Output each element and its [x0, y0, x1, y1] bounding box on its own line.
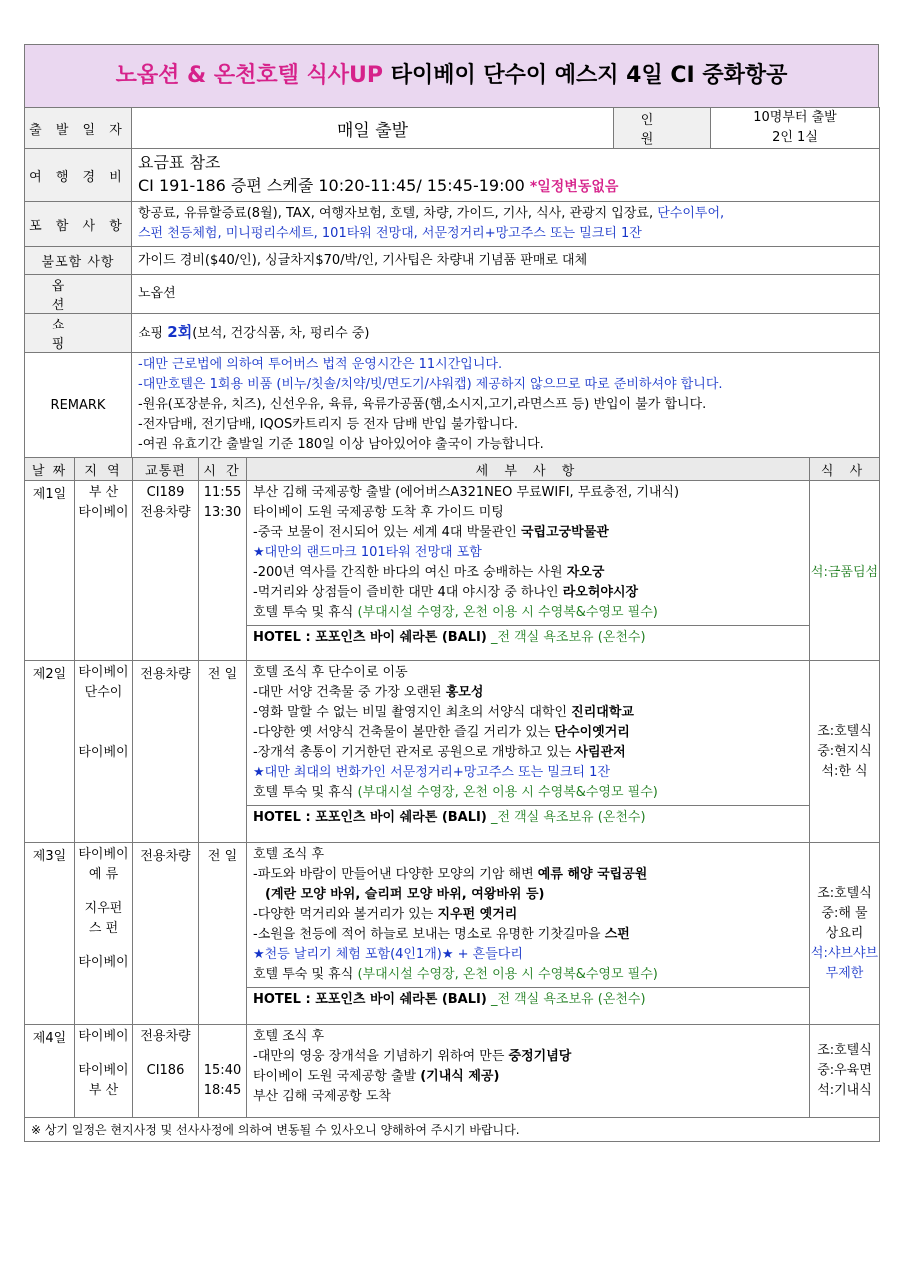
- d3-hotel-name: HOTEL : 포포인츠 바이 쉐라톤 (BALI): [253, 992, 487, 1007]
- d4-l3a: 타이베이 도원 국제공항 출발: [253, 1069, 417, 1084]
- day-1-meals: 석:금품딤섬: [810, 481, 880, 661]
- day-3-hotel: [247, 987, 809, 1012]
- d1-l3b: 국립고궁박물관: [520, 525, 609, 540]
- departure-label: 출 발 일 자: [25, 108, 132, 149]
- d3-l5b: 스펀: [604, 927, 630, 942]
- day-3-region-5: 타이베이: [78, 955, 129, 970]
- day-2-region-2: 단수이: [84, 685, 123, 700]
- d2-l4b: 단수이옛거리: [554, 725, 630, 740]
- day-1-row: [25, 481, 880, 661]
- d1-l5a: -200년 역사를 간직한 바다의 여신 마조 숭배하는 사원: [253, 565, 563, 580]
- remark-2: -대만호텔은 1회용 비품 (비누/칫솔/치약/빗/면도기/샤워캡) 제공하지 않으므로 따로 준비하셔야 합니다.: [138, 377, 723, 392]
- d1-l1b: (에어버스A321NEO 무료WIFI, 무료충전, 기내식): [395, 485, 680, 500]
- day-3-region-3: 지우펀: [84, 901, 123, 916]
- day-2-region: [75, 661, 133, 843]
- remark-list: [132, 353, 880, 458]
- itinerary-document: [24, 44, 879, 1142]
- remark-1: -대만 근로법에 의하여 투어버스 법적 운영시간은 11시간입니다.: [138, 357, 503, 372]
- day-2-line-3: [253, 703, 803, 723]
- day-2-breakfast: 조:호텔식: [817, 723, 872, 739]
- remark-label: REMARK: [25, 353, 132, 458]
- d3-l5a: -소원을 천등에 적어 하늘로 보내는 명소로 유명한 기찻길마을: [253, 927, 601, 942]
- schedule-header: [25, 458, 880, 481]
- d4-l2a: -대만의 영웅 장개석을 기념하기 위하여 만든: [253, 1049, 505, 1064]
- d3-l4a: -다양한 먹거리와 볼거리가 있는: [253, 907, 434, 922]
- d2-l7b: (부대시설 수영장, 온천 이용 시 수영복&수영모 필수): [357, 785, 658, 800]
- option-value: 노옵션: [132, 275, 880, 314]
- included-value: [132, 202, 880, 247]
- footer-row: [25, 1118, 880, 1142]
- day-2-line-1: 호텔 조식 후 단수이로 이동: [253, 665, 408, 680]
- d1-l6a: -먹거리와 상점들이 즐비한 대만 4대 야시장 중 하나인: [253, 585, 559, 600]
- day-4-region-2: 타이베이: [78, 1063, 129, 1078]
- day-2-line-2: [253, 683, 803, 703]
- people-min: 10명부터 출발: [753, 110, 837, 125]
- day-3-dinner-2: 무제한: [825, 965, 864, 981]
- d2-l5a: -장개석 총통이 기거한던 관저로 공원으로 개방하고 있는: [253, 745, 572, 760]
- d3-hotel-note: _전 객실 욕조보유 (온천수): [490, 992, 646, 1007]
- excluded-value: 가이드 경비($40/인), 싱글차지$70/박/인, 기사팁은 차량내 기념품 판매로 대체: [132, 247, 880, 275]
- flight-schedule: CI 191-186 증편 스케줄 10:20-11:45/ 15:45-19:00: [138, 176, 525, 195]
- departure-row: [25, 108, 880, 149]
- day-2-region-3: 타이베이: [78, 745, 129, 760]
- day-2-line-4: [253, 723, 803, 743]
- day-3-line-3: (계란 모양 바위, 슬리퍼 모양 바위, 여왕바위 등): [265, 887, 545, 902]
- included-label: 포 함 사 항: [25, 202, 132, 247]
- day-3-region: [75, 843, 133, 1025]
- day-4-vehicle: 전용차량: [140, 1029, 191, 1044]
- day-2-line-7: [253, 783, 803, 803]
- cost-value: [132, 149, 880, 202]
- d1-l7a: 호텔 투숙 및 휴식: [253, 605, 354, 620]
- day-2-dinner: 석:한 식: [821, 763, 868, 779]
- day-1-line-3: [253, 523, 803, 543]
- day-4-region: [75, 1025, 133, 1118]
- day-3-lunch-2: 상요리: [825, 925, 864, 941]
- people-label: 인 원: [614, 108, 711, 149]
- d2-l3b: 진리대학교: [571, 705, 634, 720]
- day-4-line-3: [253, 1067, 803, 1087]
- day-4-flight: CI186: [146, 1063, 185, 1078]
- d1-l7b: (부대시설 수영장, 온천 이용 시 수영복&수영모 필수): [357, 605, 658, 620]
- day-1-vehicle: 전용차량: [140, 505, 191, 520]
- day-3-line-4: [253, 905, 803, 925]
- day-4-time: [199, 1025, 247, 1118]
- footer-note: ※ 상기 일정은 현지사정 및 선사사정에 의하여 변동될 수 있사오니 양해하여 주시기 바랍니다.: [25, 1118, 880, 1142]
- day-2-label: 제2일: [25, 661, 75, 843]
- header-region: 지 역: [75, 458, 133, 481]
- d3-l2a: -파도와 바람이 만들어낸 다양한 모양의 기암 해변: [253, 867, 534, 882]
- day-1-line-7: [253, 603, 803, 623]
- day-2-lunch: 중:현지식: [817, 743, 872, 759]
- shopping-value: [132, 314, 880, 353]
- day-1-line-6: [253, 583, 803, 603]
- d1-l5b: 자오궁: [566, 565, 605, 580]
- day-3-row: [25, 843, 880, 1025]
- d2-l7a: 호텔 투숙 및 휴식: [253, 785, 354, 800]
- day-4-depart-time: 15:40: [203, 1063, 242, 1078]
- shopping-row: [25, 314, 880, 353]
- day-1-line-5: [253, 563, 803, 583]
- day-1-detail: [247, 481, 810, 661]
- day-2-line-6: ★대만 최대의 번화가인 서문정거리+망고주스 또는 밀크티 1잔: [253, 765, 611, 780]
- day-2-line-5: [253, 743, 803, 763]
- d1-l3a: -중국 보물이 전시되어 있는 세계 4대 박물관인: [253, 525, 517, 540]
- d1-l6b: 라오허야시장: [562, 585, 639, 600]
- cost-line1: 요금표 참조: [138, 153, 221, 172]
- day-4-line-1: 호텔 조식 후: [253, 1029, 325, 1044]
- shopping-prefix: 쇼핑: [138, 326, 164, 341]
- day-4-detail: [247, 1025, 810, 1118]
- day-3-line-6: ★천등 날리기 체험 포함(4인1개)★ + 흔들다리: [253, 947, 523, 962]
- day-3-transport: 전용차량: [133, 843, 199, 1025]
- cost-line2: [138, 174, 873, 199]
- header-meal: 식 사: [810, 458, 880, 481]
- day-4-label: 제4일: [25, 1025, 75, 1118]
- included-highlight: 단수이투어,: [657, 206, 725, 221]
- info-table: [24, 107, 880, 458]
- day-2-transport: 전용차량: [133, 661, 199, 843]
- d1-hotel-note: _전 객실 욕조보유 (온천수): [490, 630, 646, 645]
- day-1-region-2: 타이베이: [78, 505, 129, 520]
- d1-l1a: 부산 김해 국제공항 출발: [253, 485, 391, 500]
- day-1-label: 제1일: [25, 481, 75, 661]
- day-3-region-4: 스 펀: [88, 921, 119, 936]
- day-1-line-4: ★대만의 랜드마크 101타워 전망대 포함: [253, 545, 482, 560]
- remark-row: [25, 353, 880, 458]
- day-3-line-2: [253, 865, 803, 885]
- remark-4: -전자담배, 전기담배, IQOS카트리지 등 전자 담배 반입 불가합니다.: [138, 417, 518, 432]
- day-4-region-3: 부 산: [88, 1083, 119, 1098]
- day-1-region: [75, 481, 133, 661]
- day-1-line-2: 타이베이 도원 국제공항 도착 후 가이드 미팅: [253, 505, 504, 520]
- day-2-detail: [247, 661, 810, 843]
- header-detail: 세 부 사 항: [247, 458, 810, 481]
- shopping-count: 2회: [167, 323, 193, 341]
- included-line1: [138, 204, 873, 224]
- day-3-line-5: [253, 925, 803, 945]
- day-3-line-7: [253, 965, 803, 985]
- people-value: [711, 108, 880, 149]
- d3-l7a: 호텔 투숙 및 휴식: [253, 967, 354, 982]
- d3-l4b: 지우펀 옛거리: [437, 907, 518, 922]
- header-transport: 교통편: [133, 458, 199, 481]
- day-1-time: [199, 481, 247, 661]
- day-4-region-1: 타이베이: [78, 1029, 129, 1044]
- excluded-row: [25, 247, 880, 275]
- room-share: 2인 1실: [772, 130, 818, 145]
- day-1-line-1: [253, 483, 803, 503]
- d2-l5b: 사림관저: [575, 745, 626, 760]
- page-title: [24, 44, 879, 108]
- remark-5: -여권 유효기간 출발일 기준 180일 이상 남아있어야 출국이 가능합니다.: [138, 437, 544, 452]
- day-4-meals: [810, 1025, 880, 1118]
- header-day: 날 짜: [25, 458, 75, 481]
- shopping-label: 쇼 핑: [25, 314, 132, 353]
- day-4-row: [25, 1025, 880, 1118]
- included-row: [25, 202, 880, 247]
- day-4-line-4: 부산 김해 국제공항 도착: [253, 1089, 391, 1104]
- shopping-items: (보석, 건강식품, 차, 펑리수 중): [192, 326, 370, 341]
- day-1-arrive-time: 13:30: [203, 505, 242, 520]
- day-3-meals: [810, 843, 880, 1025]
- title-highlight: 노옵션 & 온천호텔 식사UP: [115, 63, 384, 88]
- cost-label: 여 행 경 비: [25, 149, 132, 202]
- day-2-hotel: [247, 805, 809, 830]
- d3-l7b: (부대시설 수영장, 온천 이용 시 수영복&수영모 필수): [357, 967, 658, 982]
- schedule-table: [24, 457, 880, 1142]
- d1-hotel-name: HOTEL : 포포인츠 바이 쉐라톤 (BALI): [253, 630, 487, 645]
- d2-l3a: -영화 말할 수 없는 비밀 촬영지인 최초의 서양식 대학인: [253, 705, 568, 720]
- day-1-flight: CI189: [146, 485, 185, 500]
- day-4-breakfast: 조:호텔식: [817, 1043, 872, 1058]
- departure-value: 매일 출발: [132, 108, 614, 149]
- d2-l2a: -대만 서양 건축물 중 가장 오랜된: [253, 685, 442, 700]
- day-3-region-1: 타이베이: [78, 847, 129, 862]
- option-label: 옵 션: [25, 275, 132, 314]
- option-row: [25, 275, 880, 314]
- day-2-meals: [810, 661, 880, 843]
- d2-hotel-name: HOTEL : 포포인츠 바이 쉐라톤 (BALI): [253, 810, 487, 825]
- header-time: 시 간: [199, 458, 247, 481]
- day-3-detail: [247, 843, 810, 1025]
- d4-l3b: (기내식 제공): [420, 1069, 500, 1084]
- d2-l4a: -다양한 옛 서양식 건축물이 볼만한 즐길 거리가 있는: [253, 725, 551, 740]
- day-4-dinner: 석:기내식: [817, 1083, 872, 1098]
- day-1-hotel: [247, 625, 809, 650]
- d3-l2b: 예류 해양 국립공원: [537, 867, 648, 882]
- title-main: 타이베이 단수이 예스지 4일 CI 중화항공: [390, 63, 788, 88]
- remark-3: -원유(포장분유, 치즈), 신선우유, 육류, 육류가공품(햄,소시지,고기,라면스프 등) 반입이 불가 합니다.: [138, 397, 707, 412]
- day-3-lunch: 중:해 물: [821, 905, 868, 921]
- day-3-region-2: 예 류: [88, 867, 119, 882]
- day-2-time: 전 일: [199, 661, 247, 843]
- included-items: 항공료, 유류할증료(8월), TAX, 여행자보험, 호텔, 차량, 가이드, 기사, 식사, 관광지 입장료,: [138, 206, 654, 221]
- excluded-label: 불포함 사항: [25, 247, 132, 275]
- day-3-dinner: 석:샤브샤브: [810, 945, 879, 961]
- day-1-region-1: 부 산: [88, 485, 119, 500]
- cost-row: [25, 149, 880, 202]
- d2-l2b: 홍모성: [445, 685, 484, 700]
- day-2-region-1: 타이베이: [78, 665, 129, 680]
- day-1-depart-time: 11:55: [203, 485, 242, 500]
- d2-hotel-note: _전 객실 욕조보유 (온천수): [490, 810, 646, 825]
- day-4-lunch: 중:우육면: [817, 1063, 872, 1078]
- day-3-breakfast: 조:호텔식: [817, 885, 872, 901]
- d4-l2b: 중정기념당: [508, 1049, 572, 1064]
- day-3-line-1: 호텔 조식 후: [253, 847, 325, 862]
- day-3-time: 전 일: [199, 843, 247, 1025]
- included-line2: 스펀 천등체험, 미니펑리수세트, 101타워 전망대, 서문정거리+망고주스 또는 밀크티 1잔: [138, 226, 642, 241]
- day-1-transport: [133, 481, 199, 661]
- day-3-label: 제3일: [25, 843, 75, 1025]
- day-4-arrive-time: 18:45: [203, 1083, 242, 1098]
- day-2-row: [25, 661, 880, 843]
- day-4-transport: [133, 1025, 199, 1118]
- schedule-note: *일정변동없음: [529, 179, 619, 195]
- day-4-line-2: [253, 1047, 803, 1067]
